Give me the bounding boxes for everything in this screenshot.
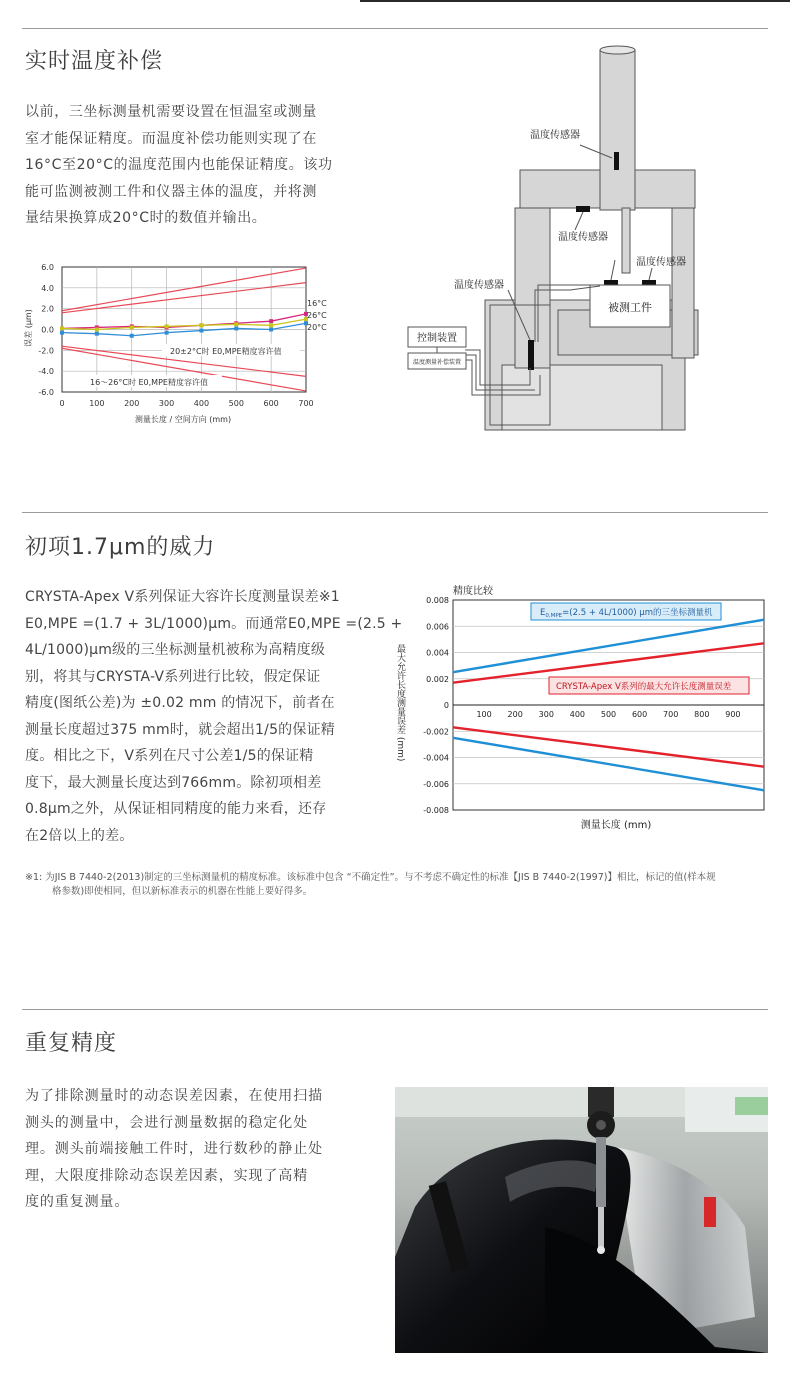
controller-label: 控制装置 bbox=[417, 333, 457, 344]
chart1-x-tick: 300 bbox=[158, 399, 175, 408]
data-point bbox=[95, 332, 99, 336]
repeatability-paragraph: 为了排除测量时的动态误差因素，在使用扫描 测头的测量中，会进行测量数据的稳定化处 理。测头前端接触工件时，进行数秒的静止处 理，大限度排除动态误差因素，实现了高精 度的重复测量。 bbox=[25, 1088, 323, 1210]
chart1-y-tick: -4.0 bbox=[38, 367, 54, 377]
chart1-x-tick: 200 bbox=[124, 399, 140, 408]
chart2-x-tick: 200 bbox=[507, 710, 523, 719]
chart2-y-tick: 0.002 bbox=[426, 674, 449, 684]
section-divider bbox=[22, 512, 768, 513]
data-point bbox=[130, 334, 134, 338]
data-point bbox=[269, 328, 273, 332]
chart1-y-tick: 6.0 bbox=[41, 263, 54, 272]
chart2-y-tick: -0.002 bbox=[423, 727, 449, 737]
chart1-x-tick: 400 bbox=[193, 399, 210, 408]
data-point bbox=[269, 323, 273, 327]
chart1-x-tick: 0 bbox=[59, 399, 65, 408]
chart2-x-tick: 800 bbox=[694, 710, 710, 719]
data-point bbox=[165, 331, 169, 335]
chart1-y-tick: -6.0 bbox=[38, 388, 54, 397]
section-divider bbox=[22, 28, 768, 29]
initial-term-paragraph: CRYSTA-Apex V系列保证大容许长度测量误差※1 E0,MPE =(1.7 + 3L/1000)μm。而通常E0,MPE =(2.5 + 4L/1000)μm级的三坐标测量机被称为高精度级 别，将其与CRYSTA-V系列进行比较，假定保证 精度(图纸公差)为 ±0.02 mm 的情况下，前者在 测量长度超过375 mm时，就会超出1/5的保证精 度。相比之下，V系列在尺寸公差1/5的保证精 度下，最大测量长度达到766mm。除初项相差 0.8μm之外，从保证相同精度的能力来看，还存 在2倍以上的差。 bbox=[25, 589, 403, 844]
chart1-x-tick: 700 bbox=[298, 399, 314, 408]
machine-column-right bbox=[672, 208, 694, 358]
section-divider bbox=[22, 1009, 768, 1010]
data-point bbox=[95, 328, 99, 332]
chart2-x-tick: 100 bbox=[476, 710, 492, 719]
compensator-label: 温度测量补偿装置 bbox=[412, 359, 462, 366]
sensor-label-column: 温度传感器 bbox=[454, 280, 504, 291]
chart1-y-axis-label: 误差 (μm) bbox=[24, 309, 33, 347]
series-label-16c: 16°C bbox=[307, 299, 327, 308]
data-point bbox=[269, 319, 273, 323]
svg-text:E0,MPE=(2.5 + 4L/1000) μm的三坐标测: $E_{0,MPE}=(2.5 + 4L/1000)$ μm的三坐标测量机 bbox=[540, 608, 713, 619]
chart1-x-tick: 100 bbox=[89, 399, 105, 408]
series-label-26c: 26°C bbox=[307, 311, 327, 320]
chart2-y-tick: 0 bbox=[443, 701, 449, 710]
series-label-20c: 20°C bbox=[307, 323, 327, 332]
data-point bbox=[130, 325, 134, 329]
legend-blue bbox=[531, 603, 721, 620]
chart2-y-axis-label: 最大允许长度测量误差 (mm) bbox=[395, 644, 405, 762]
chart2-title: 精度比较 bbox=[453, 586, 493, 597]
data-point bbox=[199, 329, 203, 333]
chart2-y-tick: 0.004 bbox=[426, 648, 449, 658]
sensor-label-bridge: 温度传感器 bbox=[558, 232, 608, 243]
svg-text:CRYSTA-Apex V系列的最大允许长度测量误差: CRYSTA-Apex V系列的最大允许长度测量误差 bbox=[556, 682, 732, 692]
chart1-x-tick: 600 bbox=[263, 399, 279, 408]
chart2-y-tick: -0.008 bbox=[423, 806, 449, 815]
data-point bbox=[234, 322, 238, 326]
section-title-temperature: 实时温度补偿 bbox=[25, 49, 164, 74]
chart2-y-tick: 0.008 bbox=[426, 596, 449, 605]
chart2-x-tick: 600 bbox=[631, 710, 648, 719]
chart2-x-axis-label: 测量长度 (mm) bbox=[580, 820, 652, 831]
chart1-y-tick: 2.0 bbox=[41, 304, 54, 314]
chart2-x-tick: 900 bbox=[725, 710, 741, 719]
data-point bbox=[165, 324, 169, 328]
legend-red bbox=[549, 677, 749, 694]
data-point bbox=[60, 326, 64, 330]
machine-ram bbox=[600, 50, 635, 210]
data-point bbox=[60, 331, 64, 335]
chart1-x-axis-label: 测量长度 / 空间方向 (mm) bbox=[134, 415, 232, 424]
sensor-label-workpiece: 温度传感器 bbox=[636, 257, 686, 268]
temperature-paragraph: 以前，三坐标测量机需要设置在恒温室或测量 室才能保证精度。而温度补偿功能则实现了在 16°C至20°C的温度范围内也能保证精度。该功 能可监测被测工件和仪器主体的温度，并将测 量结果换算成20°C时的数值并输出。 bbox=[25, 104, 333, 226]
section-title-initial-term: 初项1.7μm的威力 bbox=[25, 535, 216, 560]
top-border bbox=[0, 0, 790, 4]
chart2-x-tick: 300 bbox=[538, 710, 554, 719]
tolerance-label-20: 20±2°C时 E0,MPE精度容许值 bbox=[170, 347, 282, 356]
chart2-y-tick: 0.006 bbox=[426, 622, 449, 632]
chart2-y-tick: -0.004 bbox=[423, 753, 449, 763]
accuracy-comparison-chart bbox=[380, 582, 780, 842]
chart2-x-tick: 500 bbox=[600, 710, 617, 719]
chart2-x-tick: 700 bbox=[663, 710, 679, 719]
chart1-x-tick: 500 bbox=[228, 399, 244, 408]
data-point bbox=[199, 323, 203, 327]
data-point bbox=[234, 326, 238, 330]
temperature-error-chart bbox=[0, 250, 340, 440]
workpiece-label: 被测工件 bbox=[608, 301, 652, 314]
sensor-label-head: 温度传感器 bbox=[530, 130, 580, 141]
section-title-repeatability: 重复精度 bbox=[25, 1031, 118, 1056]
chart1-y-tick: 4.0 bbox=[41, 283, 54, 293]
cmm-machine-diagram bbox=[390, 40, 710, 440]
chart1-y-tick: -2.0 bbox=[38, 346, 54, 356]
probe-measurement-photo bbox=[395, 1087, 768, 1353]
chart2-y-tick: -0.006 bbox=[423, 779, 449, 789]
chart2-x-tick: 400 bbox=[569, 710, 586, 719]
chart1-y-tick: 0.0 bbox=[41, 325, 54, 335]
footnote: ※1: 为JIS B 7440-2(2013)制定的三坐标测量机的精度标准。该标准中包含 “不确定性”。与不考虑不确定性的标准【JIS B 7440-2(1997)】相比，标记的值(样本规 格参数)即使相同，但以新标准表示的机器在性能上要好得多。 bbox=[25, 872, 716, 897]
tolerance-label-16-26: 16～26°C时 E0,MPE精度容许值 bbox=[90, 378, 208, 387]
